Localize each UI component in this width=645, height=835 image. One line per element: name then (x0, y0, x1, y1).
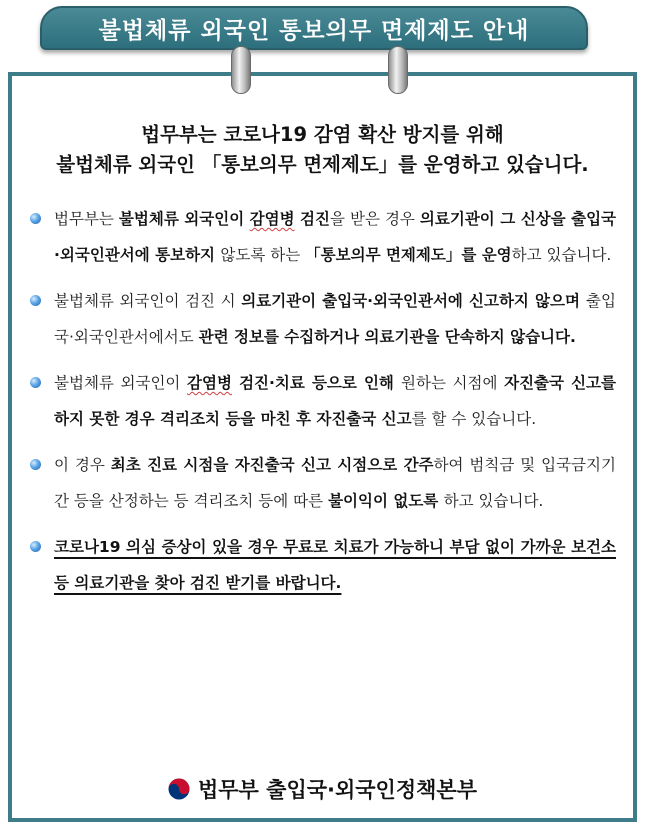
bullet-list (26, 201, 616, 611)
text-segment: 이 경우 (54, 456, 111, 474)
text-segment: 출입국·외국인관서에서도 (54, 292, 616, 346)
headline-line-2: 불법체류 외국인 「통보의무 면제제도」를 운영하고 있습니다. (56, 153, 589, 176)
bullet-text (54, 374, 616, 428)
text-segment: 불법체류 외국인이 검진 시 (54, 292, 242, 310)
headline (30, 120, 615, 180)
taegeuk-emblem-icon (168, 778, 190, 800)
notice-item (26, 529, 616, 601)
bullet-item-1 (26, 201, 616, 273)
footer (12, 774, 633, 804)
page-title: 불법체류 외국인 통보의무 면제제도 안내 (98, 17, 530, 44)
text-segment: 의료기관이 출입국·외국인관서에 신고하지 않으며 (241, 292, 587, 310)
binder-ring-icon (231, 46, 251, 94)
bullet-text (54, 210, 616, 264)
bullet-icon (30, 541, 41, 552)
notice-panel (8, 72, 637, 822)
text-segment: 감염병 (249, 210, 295, 228)
title-banner (40, 6, 588, 50)
text-segment: 원하는 시점에 (401, 374, 505, 392)
text-segment: 자진출국 신고를 하지 못한 경우 격리조치 등을 마친 후 자진출국 신고 (54, 374, 616, 428)
text-segment: 감염병 (187, 374, 232, 392)
bullet-item-3 (26, 365, 616, 437)
text-segment: 않도록 하는 (220, 246, 306, 264)
text-segment: 불법체류 외국인이 (54, 374, 188, 392)
text-segment: 검진·치료 등으로 인해 (231, 374, 401, 392)
bullet-item-2 (26, 283, 616, 355)
binder-ring-icon (388, 46, 408, 94)
bullet-text (54, 456, 616, 510)
bullet-text (54, 292, 616, 346)
organization-name: 법무부 출입국·외국인정책본부 (197, 778, 477, 802)
text-segment: 의료기관이 그 신상을 출입국·외국인관서에 통보하지 (54, 210, 617, 264)
text-segment: 법무부는 (54, 210, 119, 228)
text-segment: 최초 진료 시점을 자진출국 신고 시점으로 간주 (110, 456, 434, 474)
bullet-icon (30, 213, 41, 224)
text-segment: 불이익이 없도록 (328, 492, 444, 510)
text-segment: 관련 정보를 수집하거나 의료기관을 단속하지 않습니다. (198, 328, 576, 346)
bullet-icon (30, 295, 41, 306)
text-segment: 하고 있습니다. (511, 246, 612, 264)
bullet-item-4 (26, 447, 616, 519)
text-segment: 를 할 수 있습니다. (411, 410, 537, 428)
text-segment: 「통보의무 면제제도」를 운영 (305, 246, 512, 264)
text-segment: 불법체류 외국인이 (118, 210, 250, 228)
bullet-icon (30, 377, 41, 388)
text-segment: 검진 (294, 210, 331, 228)
text-segment: 하여 범칙금 및 입국금지기간 등을 산정하는 등 격리조치 등에 따른 (54, 456, 616, 510)
text-segment: 하고 있습니다. (443, 492, 544, 510)
text-segment: 을 받은 경우 (330, 210, 420, 228)
bullet-icon (30, 459, 41, 470)
notice-text: 코로나19 의심 증상이 있을 경우 무료로 치료가 가능하니 부담 없이 가까운 보건소 등 의료기관을 찾아 검진 받기를 바랍니다. (54, 538, 616, 592)
headline-line-1: 법무부는 코로나19 감염 확산 방지를 위해 (141, 123, 504, 146)
